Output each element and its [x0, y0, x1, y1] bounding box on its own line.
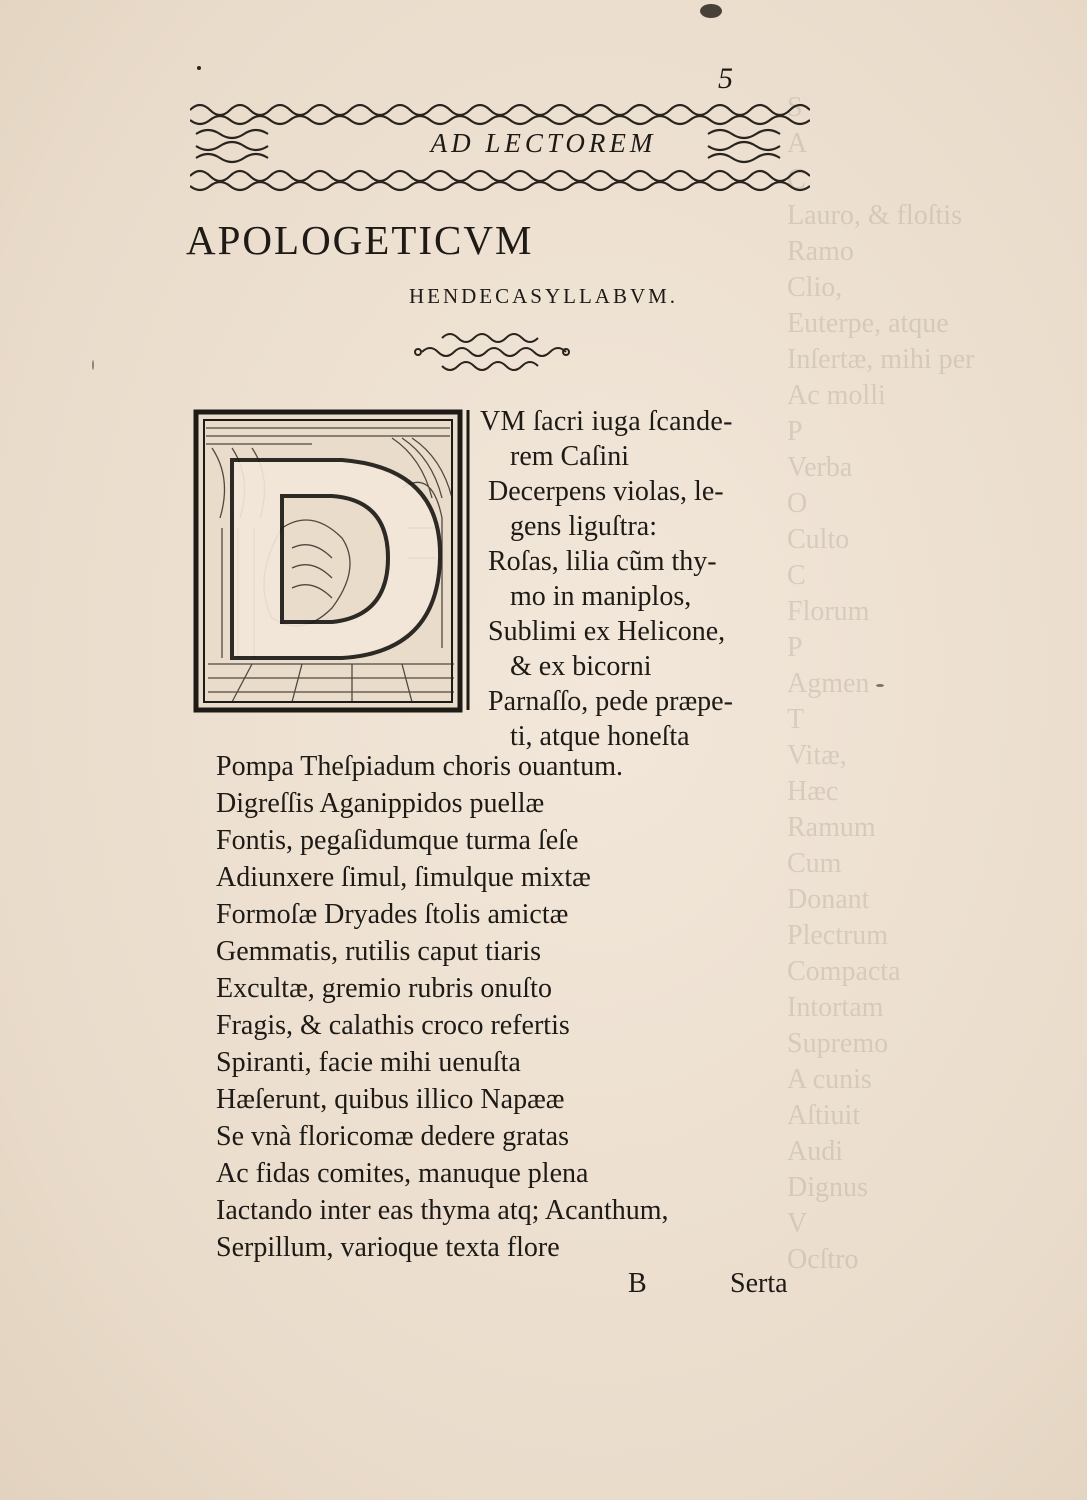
poem-line: Fragis, & calathis croco refertis [216, 1010, 570, 1041]
poem-line: ti, atque honeſta [510, 721, 690, 752]
poem-line: Hæſerunt, quibus illico Napææ [216, 1084, 565, 1115]
poem-line: Fontis, pegaſidumque turma ſeſe [216, 825, 579, 856]
poem-line: rem Caſini [510, 441, 629, 472]
poem-line: Serpillum, varioque texta flore [216, 1232, 560, 1263]
poem-line: Spiranti, facie mihi uenuſta [216, 1047, 521, 1078]
poem-line: VM ſacri iuga ſcande- [480, 406, 733, 437]
poem-line: & ex bicorni [510, 651, 652, 682]
poem-line: gens liguſtra: [510, 511, 657, 542]
poem-line: Iactando inter eas thyma atq; Acanthum, [216, 1195, 669, 1226]
page-number: 5 [718, 62, 733, 95]
scroll-row-bottom-2 [190, 182, 810, 190]
catchword: Serta [730, 1268, 788, 1299]
poem-line: Roſas, lilia cũm thy- [488, 546, 717, 577]
woodcut-initial [192, 408, 472, 716]
poem-line: Adiunxere ſimul, ſimulque mixtæ [216, 862, 591, 893]
poem-line: Digreſſis Aganippidos puellæ [216, 788, 545, 819]
scroll-row-top [190, 105, 810, 115]
paper-speck [197, 66, 201, 70]
ink-blot [700, 4, 722, 18]
poem-line: Pompa Theſpiadum choris ouantum. [216, 751, 623, 782]
bleed-through-text: S A C Lauro, & floſtis Ramo Clio, Euterpe, atque Inſertæ, mihi per Ac molli P Verba O Culto C Florum P Agmen T Vitæ, Hæc Ramum Cum Donant Plectrum Compacta Intortam Supremo A cunis Aſtiuit Audi Dignus V Ocſtro [787, 92, 975, 1275]
poem-line: Decerpens violas, le- [488, 476, 724, 507]
paper-speck [876, 684, 884, 687]
header-title: AD LECTOREM [430, 128, 657, 158]
poem-line: Se vnà floricomæ dedere gratas [216, 1121, 569, 1152]
poem-line: Gemmatis, rutilis caput tiaris [216, 936, 542, 967]
poem-line: Excultæ, gremio rubris onuſto [216, 973, 552, 1004]
poem-line: Ac fidas comites, manuque plena [216, 1158, 589, 1189]
poem-line: Formoſæ Dryades ſtolis amictæ [216, 899, 569, 930]
sub-title: HENDECASYLLABVM. [408, 284, 679, 308]
main-title: APOLOGETICVM [186, 217, 534, 263]
poem-line: Parnaſſo, pede præpe- [488, 686, 733, 717]
scroll-row-top-2 [190, 116, 810, 124]
poem-line: mo in maniplos, [510, 581, 692, 612]
signature-mark: B [628, 1268, 647, 1299]
paper-speck [92, 360, 94, 370]
fleuron-ornament [412, 326, 572, 376]
poem-line: Sublimi ex Helicone, [488, 616, 726, 647]
scroll-row-bottom [190, 171, 810, 181]
